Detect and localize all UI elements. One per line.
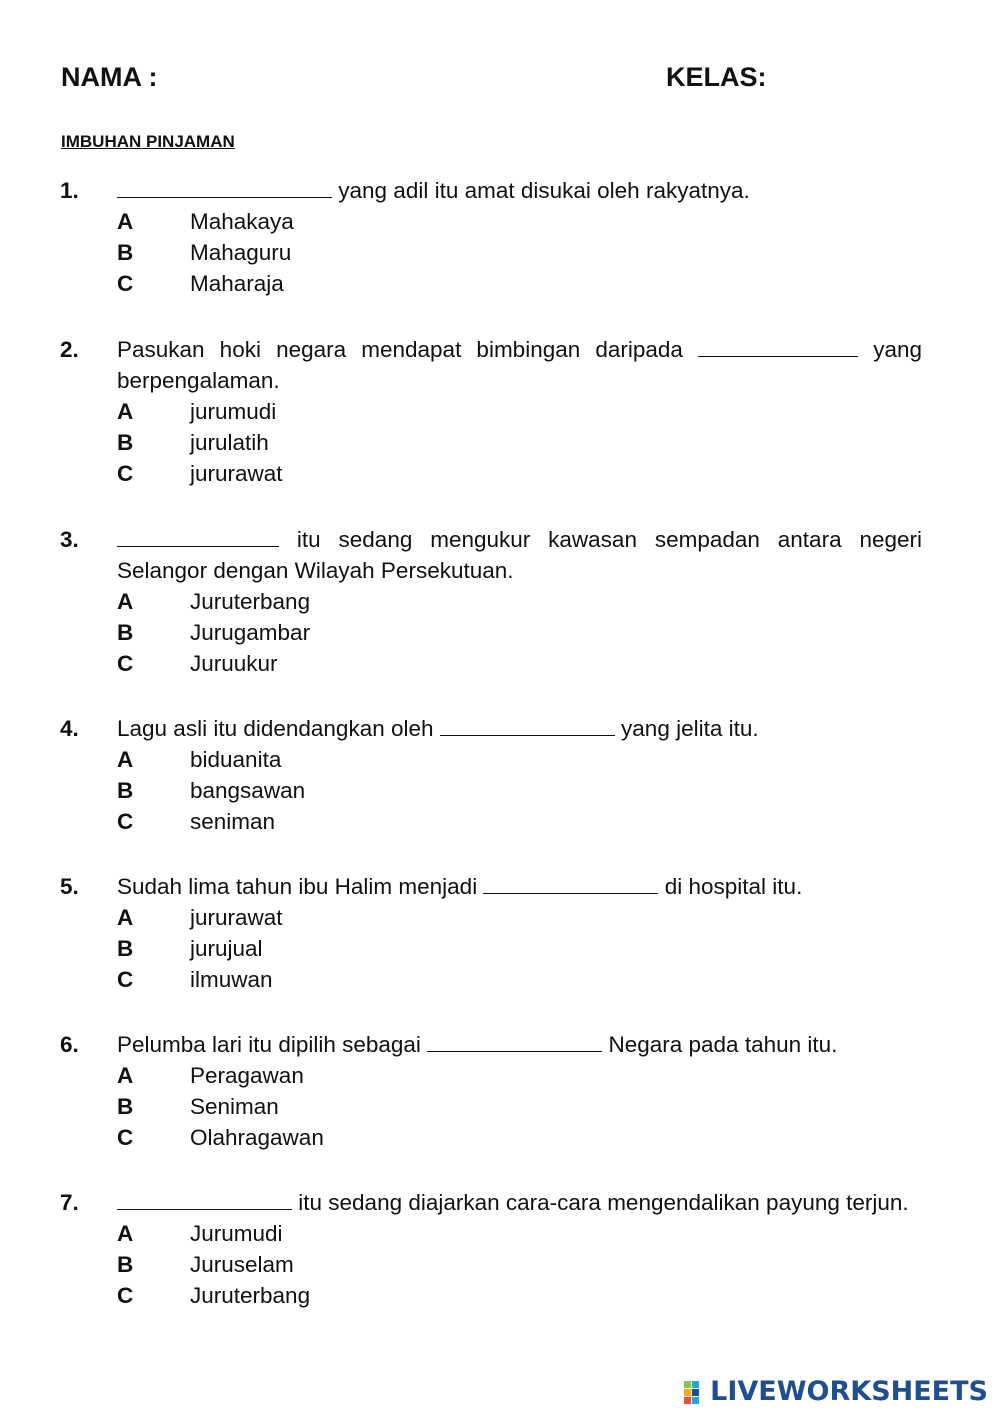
answer-blank[interactable] [117, 175, 332, 198]
question-text [117, 871, 922, 902]
option-letter: A [117, 209, 134, 234]
question-text-post: itu sedang mengukur kawasan sempadan antara negeri Selangor dengan Wilayah Persekutuan. [117, 527, 922, 583]
question-number: 3. [60, 527, 79, 552]
option-letter: A [117, 1063, 134, 1088]
option-letter: C [117, 271, 134, 296]
question-number: 2. [60, 337, 79, 362]
option-text: Juruterbang [190, 1283, 311, 1308]
option-c[interactable] [117, 964, 1000, 995]
option-text: Juruukur [190, 651, 278, 676]
option-letter: C [117, 651, 134, 676]
option-text: jururawat [190, 905, 283, 930]
question-text [117, 1029, 922, 1060]
option-letter: C [117, 1125, 134, 1150]
question-text-post: Negara pada tahun itu. [608, 1032, 838, 1057]
option-letter: B [117, 620, 134, 645]
option-b[interactable] [117, 933, 1000, 964]
option-letter: C [117, 1283, 134, 1308]
option-text: jurulatih [190, 430, 269, 455]
question-number: 6. [60, 1032, 79, 1057]
answer-blank[interactable] [427, 1029, 602, 1052]
question-text [117, 175, 922, 206]
option-b[interactable] [117, 1249, 1000, 1280]
option-text: ilmuwan [190, 967, 273, 992]
option-text: Mahakaya [190, 209, 294, 234]
question-5 [0, 871, 1000, 995]
logo-text: LIVEWORKSHEETS [710, 1376, 988, 1407]
question-text-post: yang adil itu amat disukai oleh rakyatnya. [338, 178, 750, 203]
section-title: IMBUHAN PINJAMAN [61, 132, 235, 151]
question-1 [0, 175, 1000, 299]
option-letter: B [117, 1252, 134, 1277]
option-text: seniman [190, 809, 276, 834]
question-text-pre: Pasukan hoki negara mendapat bimbingan daripada [117, 337, 683, 362]
question-text [117, 713, 922, 744]
option-a[interactable] [117, 902, 1000, 933]
option-text: Olahragawan [190, 1125, 324, 1150]
question-2 [0, 334, 1000, 489]
question-text [117, 1187, 922, 1218]
option-letter: C [117, 967, 134, 992]
question-7 [0, 1187, 1000, 1311]
option-letter: A [117, 589, 134, 614]
option-b[interactable] [117, 1091, 1000, 1122]
option-letter: B [117, 430, 134, 455]
option-text: jurumudi [190, 399, 277, 424]
answer-blank[interactable] [698, 334, 858, 357]
liveworksheets-logo-icon [684, 1380, 708, 1404]
nama-label: NAMA : [61, 62, 158, 92]
answer-blank[interactable] [117, 1187, 292, 1210]
question-number: 7. [60, 1190, 79, 1215]
option-text: bangsawan [190, 778, 306, 803]
question-3 [0, 524, 1000, 679]
option-text: Peragawan [190, 1063, 304, 1088]
answer-blank[interactable] [117, 524, 279, 547]
option-letter: C [117, 461, 134, 486]
option-text: Jurumudi [190, 1221, 283, 1246]
option-letter: C [117, 809, 134, 834]
question-4 [0, 713, 1000, 837]
question-text-post: itu sedang diajarkan cara-cara mengendalikan payung terjun. [298, 1190, 909, 1215]
option-b[interactable] [117, 775, 1000, 806]
question-6 [0, 1029, 1000, 1153]
option-text: jurujual [190, 936, 263, 961]
option-c[interactable] [117, 1280, 1000, 1311]
option-letter: B [117, 1094, 134, 1119]
question-text-pre: Pelumba lari itu dipilih sebagai [117, 1032, 421, 1057]
option-c[interactable] [117, 648, 1000, 679]
option-letter: B [117, 778, 134, 803]
question-text-pre: Sudah lima tahun ibu Halim menjadi [117, 874, 478, 899]
option-text: Seniman [190, 1094, 279, 1119]
question-text-post: yang jelita itu. [621, 716, 759, 741]
question-text-post: yang berpengalaman. [117, 337, 922, 393]
option-text: biduanita [190, 747, 282, 772]
question-text [117, 524, 922, 586]
option-text: Jurugambar [190, 620, 311, 645]
answer-blank[interactable] [440, 713, 615, 736]
option-letter: A [117, 399, 134, 424]
option-c[interactable] [117, 268, 1000, 299]
option-text: jururawat [190, 461, 283, 486]
option-c[interactable] [117, 458, 1000, 489]
option-text: Juruselam [190, 1252, 294, 1277]
option-b[interactable] [117, 237, 1000, 268]
question-number: 1. [60, 178, 79, 203]
option-letter: B [117, 936, 134, 961]
option-c[interactable] [117, 1122, 1000, 1153]
option-text: Maharaja [190, 271, 284, 296]
question-text [117, 334, 922, 396]
option-a[interactable] [117, 586, 1000, 617]
option-a[interactable] [117, 1060, 1000, 1091]
option-letter: A [117, 747, 134, 772]
question-number: 5. [60, 874, 79, 899]
option-letter: A [117, 905, 134, 930]
option-text: Juruterbang [190, 589, 311, 614]
option-letter: A [117, 1221, 134, 1246]
liveworksheets-logo[interactable] [684, 1376, 988, 1407]
option-a[interactable] [117, 396, 1000, 427]
option-a[interactable] [117, 1218, 1000, 1249]
option-a[interactable] [117, 744, 1000, 775]
option-b[interactable] [117, 617, 1000, 648]
option-c[interactable] [117, 806, 1000, 837]
question-text-post: di hospital itu. [664, 874, 803, 899]
option-b[interactable] [117, 427, 1000, 458]
option-letter: B [117, 240, 134, 265]
question-number: 4. [60, 716, 79, 741]
answer-blank[interactable] [483, 871, 658, 894]
question-text-pre: Lagu asli itu didendangkan oleh [117, 716, 434, 741]
option-text: Mahaguru [190, 240, 292, 265]
option-a[interactable] [117, 206, 1000, 237]
kelas-label: KELAS: [666, 62, 767, 92]
